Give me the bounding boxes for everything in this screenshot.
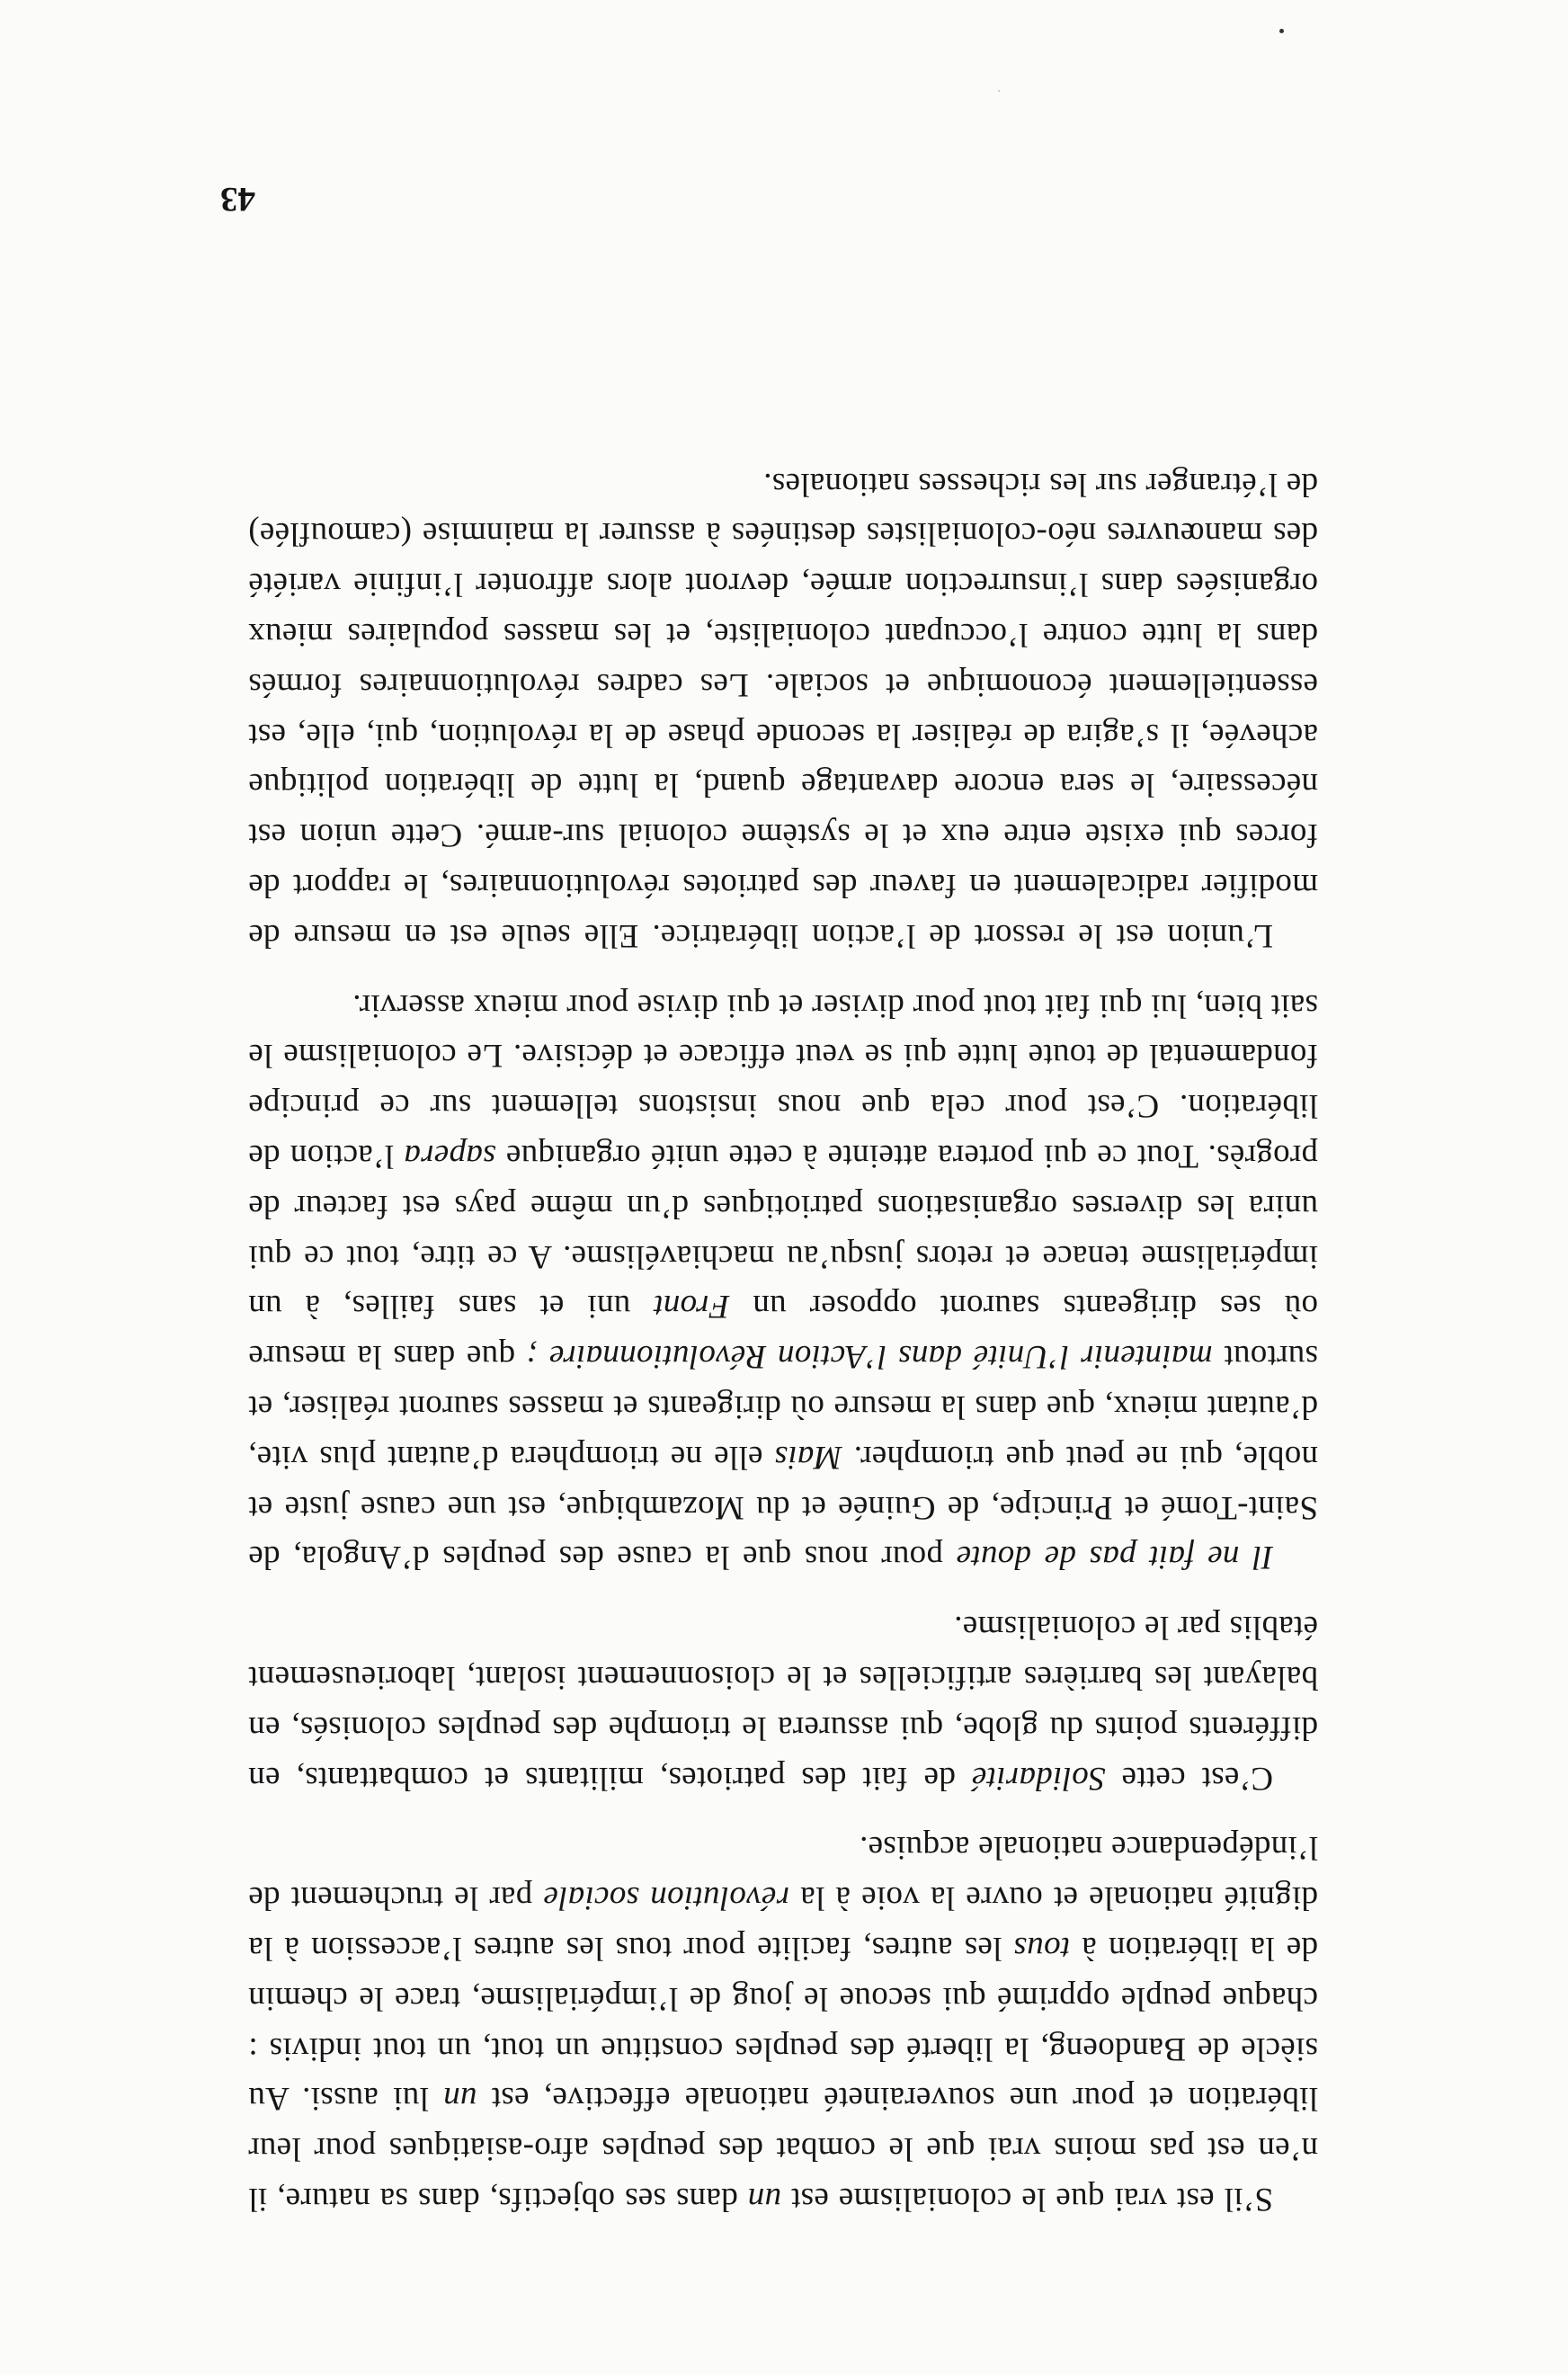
- italic-text-run: Mais: [774, 1438, 842, 1476]
- paragraph: [248, 459, 1318, 960]
- italic-text-run: maintenir l’Unité dans l’Action Révolutionnaire ;: [526, 1338, 1213, 1376]
- text-run: dans ses objectifs, dans sa nature, il n’en est pas moins vrai que le combat des peuples afro-asiatiques pour leur libération et pour une souveraineté nationale effective, est: [248, 2080, 1318, 2218]
- italic-text-run: un: [442, 2080, 477, 2118]
- italic-text-run: un: [747, 2181, 782, 2218]
- text-run: S’il est vrai que le colonialisme est: [781, 2181, 1273, 2218]
- paragraph: [248, 980, 1318, 1583]
- text-run: que dans la mesure où ses dirigeants sauront opposer un: [248, 1288, 1318, 1376]
- text-run: C’est cette: [1105, 1759, 1273, 1797]
- italic-text-run: Il ne fait pas de doute: [956, 1539, 1273, 1576]
- speck-mark: [1279, 29, 1284, 33]
- text-run: lui aussi. Au siècle de Bandoeng, la liberté des peuples constitue un tout, un tout indivis : chaque peuple opprimé qui secoue le joug de l’impérialisme, trace le chemin de la libération à: [248, 1930, 1318, 2118]
- italic-text-run: tous: [1013, 1930, 1071, 1968]
- speck-mark-faint: [998, 90, 1000, 92]
- text-run: l’action de libération. C’est pour cela que nous insistons tellement sur ce principe fondamental de toute lutte qui se veut efficace et décisive. Le colonialisme le sait bien, lui qui fait tout pour diviser et qui divise pour mieux asservir.: [248, 986, 1318, 1175]
- italic-text-run: sapera: [404, 1138, 496, 1175]
- paragraph: [248, 1823, 1318, 2224]
- italic-text-run: Front: [653, 1288, 730, 1325]
- text-run: L’union est le ressort de l’action libératrice. Elle seule est en mesure de modifier radicalement en faveur des patriotes révolutionnaires, le rapport de forces qui existe entre eux et le système colonial sur-armé. Cette union est nécessaire, le sera encore davantage quand, la lutte de libération politique achevée, il s’agira de réaliser la seconde phase de la révolution, qui, elle, est essentiellement économique et sociale. Les cadres révolutionnaires formés dans la lutte contre l’occupant colonialiste, et les masses populaires mieux organisées dans l’insurrection armée, devront alors affronter l’infinie variété des manœuvres néo-colonialistes destinées à assurer la mainmise (camouflée) de l’étranger sur les richesses nationales.: [248, 465, 1318, 954]
- text-run: pour nous que la cause des peuples d’Angola, de Saint-Tomé et Principe, de Guinée et du Mozambique, est une cause juste et noble, qui ne peut que triompher.: [248, 1438, 1318, 1576]
- page-number: 43: [220, 180, 255, 219]
- text-run: uni et sans failles, à un impérialisme tenace et retors jusqu’au machiavélisme. A ce titre, tout ce qui unira les diverses organisations patriotiques d’un même pays est facteur de progrès. Tout ce qui portera atteinte à cette unité organique: [248, 1138, 1318, 1325]
- text-run: les autres, facilite pour tous les autres l’accession à la dignité nationale et ouvre la voie à la: [248, 1879, 1318, 1968]
- text-run: de fait des patriotes, militants et combattants, en différents points du globe, qui assurera le triomphe des peuples colonisés, en balayant les barrières artificielles et le cloisonnement isolant, laborieusement établis par le colonialisme.: [248, 1609, 1318, 1797]
- paragraph: [248, 1602, 1318, 1802]
- text-run: par le truchement de l’indépendance nationale acquise.: [248, 1829, 1318, 1917]
- text-run: elle ne triomphera d’autant plus vite, d’autant mieux, que dans la mesure où dirigeants et masses sauront réaliser, et surtout: [248, 1338, 1318, 1476]
- italic-text-run: Solidarité: [971, 1759, 1106, 1797]
- italic-text-run: révolution sociale: [543, 1879, 790, 1917]
- body-text: [248, 459, 1318, 2224]
